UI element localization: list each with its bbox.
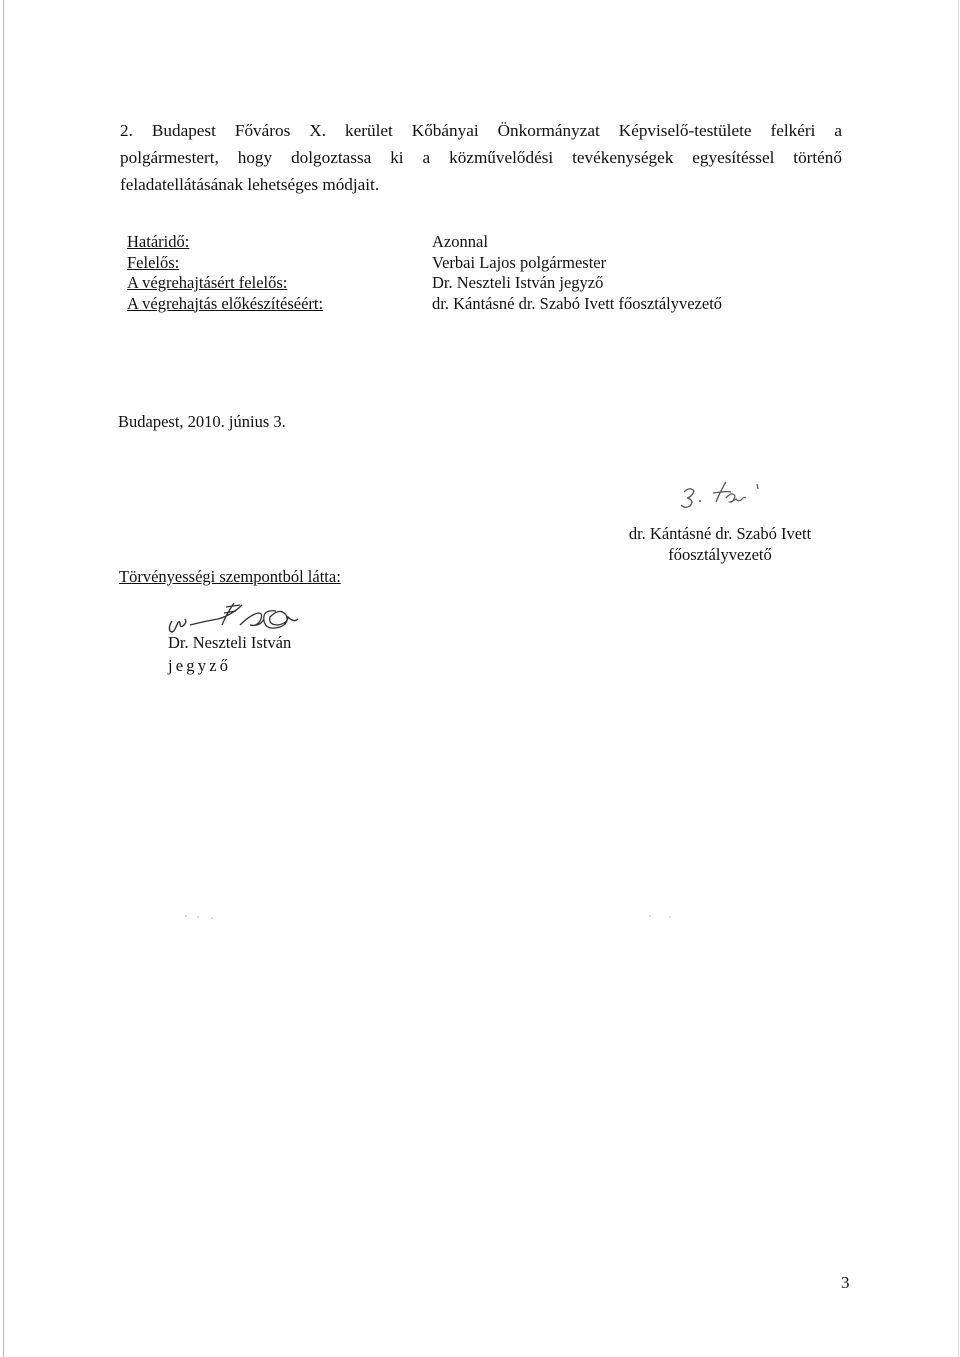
responsible-label: Felelős: bbox=[127, 252, 180, 272]
legality-title: jegyző bbox=[168, 656, 232, 675]
resolution-line-2: polgármestert, hogy dolgoztassa ki a közművelődési tevékenységek egyesítéssel történő bbox=[120, 148, 842, 167]
legality-name: Dr. Neszteli István bbox=[168, 633, 292, 652]
execution-responsible-label: A végrehajtásért felelős: bbox=[127, 273, 288, 292]
resolution-line-1: 2. Budapest Főváros X. kerület Kőbányai Önkormányzat Képviselő-testülete felkéri a bbox=[120, 121, 842, 140]
page-number: 3 bbox=[841, 1273, 850, 1292]
assignment-values bbox=[432, 232, 722, 314]
assignment-labels bbox=[127, 232, 323, 314]
signatory-right-title: főosztályvezető bbox=[668, 545, 772, 564]
document-date: Budapest, 2010. június 3. bbox=[118, 412, 286, 431]
resolution-paragraph bbox=[120, 117, 842, 198]
page-edge-left bbox=[3, 0, 4, 1357]
preparation-responsible-value: dr. Kántásné dr. Szabó Ivett főosztályvezető bbox=[432, 293, 723, 313]
responsible-value: Verbai Lajos polgármester bbox=[432, 252, 607, 272]
execution-responsible-value: Dr. Neszteli István jegyző bbox=[432, 273, 604, 292]
resolution-line-3: feladatellátásának lehetséges módjait. bbox=[120, 175, 380, 194]
signature-right-text bbox=[602, 523, 838, 565]
legality-label: Törvényességi szempontból látta: bbox=[119, 567, 341, 586]
signature-block-right bbox=[602, 472, 838, 567]
deadline-label: Határidő: bbox=[127, 232, 190, 251]
deadline-value: Azonnal bbox=[432, 232, 488, 251]
preparation-responsible-label: A végrehajtás előkészítéséért: bbox=[127, 293, 324, 313]
scan-artifacts bbox=[180, 910, 740, 930]
signatory-right-name: dr. Kántásné dr. Szabó Ivett bbox=[628, 524, 812, 543]
page-edge-right bbox=[958, 0, 959, 1357]
handwritten-signature-right bbox=[664, 472, 774, 514]
